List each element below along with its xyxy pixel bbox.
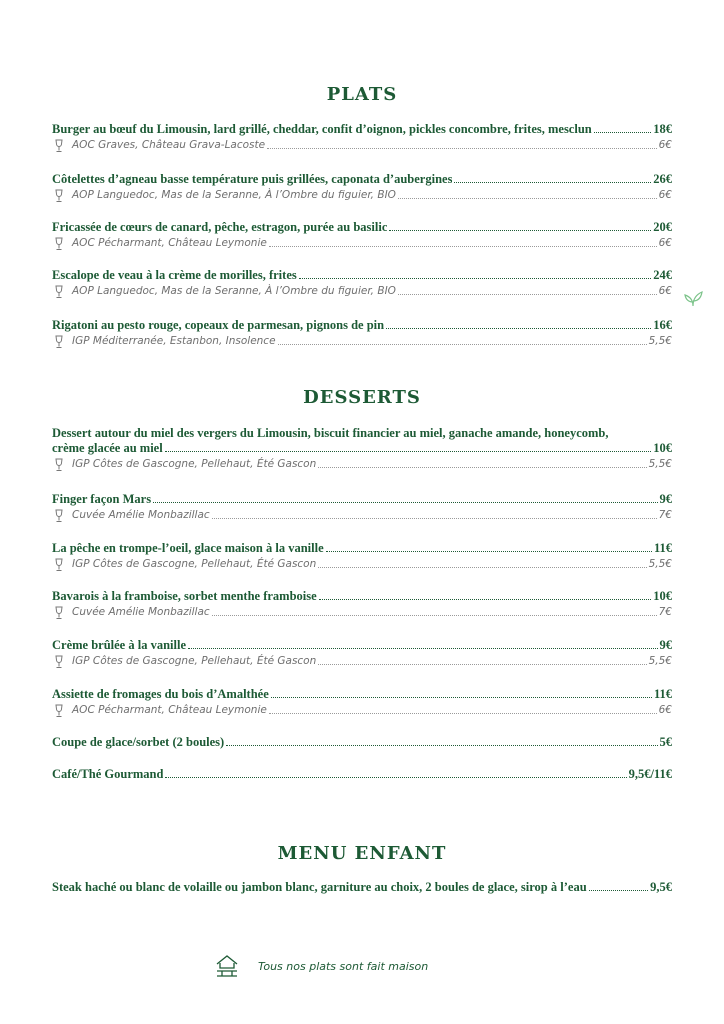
dish-name: Côtelettes d’agneau basse température puis grillées, caponata d’aubergines: [52, 172, 453, 186]
dish-price: 9,5€: [650, 880, 672, 894]
wine-name: Cuvée Amélie Monbazillac: [72, 509, 210, 521]
menu-item: [52, 541, 672, 572]
wine-glass-icon: [52, 558, 66, 572]
menu-item: [52, 492, 672, 523]
dish-price: 9€: [659, 492, 672, 506]
wine-name: IGP Côtes de Gascogne, Pellehaut, Été Gascon: [72, 458, 317, 470]
dish-price: 9€: [659, 638, 672, 652]
menu-item: [52, 122, 672, 153]
wine-price: 6€: [658, 189, 672, 201]
wine-glass-icon: [52, 655, 66, 669]
menu-item: [52, 767, 672, 782]
wine-name: AOC Graves, Château Grava-Lacoste: [72, 139, 266, 151]
menu-item: [52, 318, 672, 349]
dish-name: Steak haché ou blanc de volaille ou jambon blanc, garniture au choix, 2 boules de glace, sirop à l’eau: [52, 880, 587, 894]
dish-price: 11€: [653, 541, 672, 555]
dish-name: Finger façon Mars: [52, 492, 152, 506]
menu-item: [52, 687, 672, 718]
wine-price: 5,5€: [648, 655, 672, 667]
dish-name: Rigatoni au pesto rouge, copeaux de parmesan, pignons de pin: [52, 318, 385, 332]
wine-price: 5,5€: [648, 335, 672, 347]
section-title-enfant: MENU ENFANT: [277, 843, 447, 864]
dish-name: Café/Thé Gourmand: [52, 767, 164, 781]
wine-name: Cuvée Amélie Monbazillac: [72, 606, 210, 618]
menu-item: [52, 589, 672, 620]
wine-name: AOP Languedoc, Mas de la Seranne, À l’Ombre du figuier, BIO: [72, 285, 396, 297]
dish-name: Burger au bœuf du Limousin, lard grillé, cheddar, confit d’oignon, pickles concombre, frites, mesclun: [52, 122, 592, 136]
leaf-icon: [682, 289, 704, 307]
menu-item: [52, 426, 672, 472]
dish-price: 20€: [653, 220, 672, 234]
wine-glass-icon: [52, 509, 66, 523]
section-title-plats: PLATS: [326, 84, 398, 105]
wine-price: 6€: [658, 285, 672, 297]
dish-name: Coupe de glace/sorbet (2 boules): [52, 735, 225, 749]
menu-item: [52, 638, 672, 669]
dish-name: Fricassée de cœurs de canard, pêche, estragon, purée au basilic: [52, 220, 388, 234]
dish-price: 18€: [653, 122, 672, 136]
wine-price: 6€: [658, 139, 672, 151]
menu-item: [52, 268, 672, 299]
dish-price: 5€: [659, 735, 672, 749]
dish-name: La pêche en trompe-l’oeil, glace maison à la vanille: [52, 541, 324, 555]
wine-name: IGP Méditerranée, Estanbon, Insolence: [72, 335, 276, 347]
wine-glass-icon: [52, 704, 66, 718]
dish-price: 16€: [653, 318, 672, 332]
wine-glass-icon: [52, 606, 66, 620]
wine-price: 5,5€: [648, 558, 672, 570]
house-icon: [214, 954, 240, 978]
dish-price: 9,5€/11€: [628, 767, 672, 781]
footer: [214, 954, 428, 978]
wine-price: 7€: [658, 606, 672, 618]
dish-price: 26€: [653, 172, 672, 186]
wine-glass-icon: [52, 139, 66, 153]
wine-price: 7€: [658, 509, 672, 521]
dish-price: 10€: [653, 441, 672, 455]
wine-name: AOC Pécharmant, Château Leymonie: [72, 704, 267, 716]
dish-name-line1: Dessert autour du miel des vergers du Limousin, biscuit financier au miel, ganache amande, honeycomb,: [52, 426, 609, 440]
wine-glass-icon: [52, 237, 66, 251]
menu-item: [52, 880, 672, 895]
wine-price: 6€: [658, 704, 672, 716]
dish-price: 10€: [653, 589, 672, 603]
menu-item: [52, 220, 672, 251]
menu-item: [52, 735, 672, 750]
wine-name: AOP Languedoc, Mas de la Seranne, À l’Ombre du figuier, BIO: [72, 189, 396, 201]
dish-name: Crème brûlée à la vanille: [52, 638, 186, 652]
menu-item: [52, 172, 672, 203]
wine-glass-icon: [52, 189, 66, 203]
dish-name: Assiette de fromages du bois d’Amalthée: [52, 687, 269, 701]
wine-glass-icon: [52, 335, 66, 349]
footer-text: Tous nos plats sont fait maison: [258, 959, 429, 973]
wine-price: 6€: [658, 237, 672, 249]
dish-price: 24€: [653, 268, 672, 282]
dish-name: crème glacée au miel: [52, 441, 163, 455]
wine-glass-icon: [52, 458, 66, 472]
section-title-desserts: DESSERTS: [303, 387, 421, 408]
wine-glass-icon: [52, 285, 66, 299]
wine-name: AOC Pécharmant, Château Leymonie: [72, 237, 267, 249]
dish-name: Bavarois à la framboise, sorbet menthe framboise: [52, 589, 317, 603]
wine-price: 5,5€: [648, 458, 672, 470]
dish-price: 11€: [653, 687, 672, 701]
wine-name: IGP Côtes de Gascogne, Pellehaut, Été Gascon: [72, 558, 317, 570]
wine-name: IGP Côtes de Gascogne, Pellehaut, Été Gascon: [72, 655, 317, 667]
dish-name: Escalope de veau à la crème de morilles, frites: [52, 268, 297, 282]
